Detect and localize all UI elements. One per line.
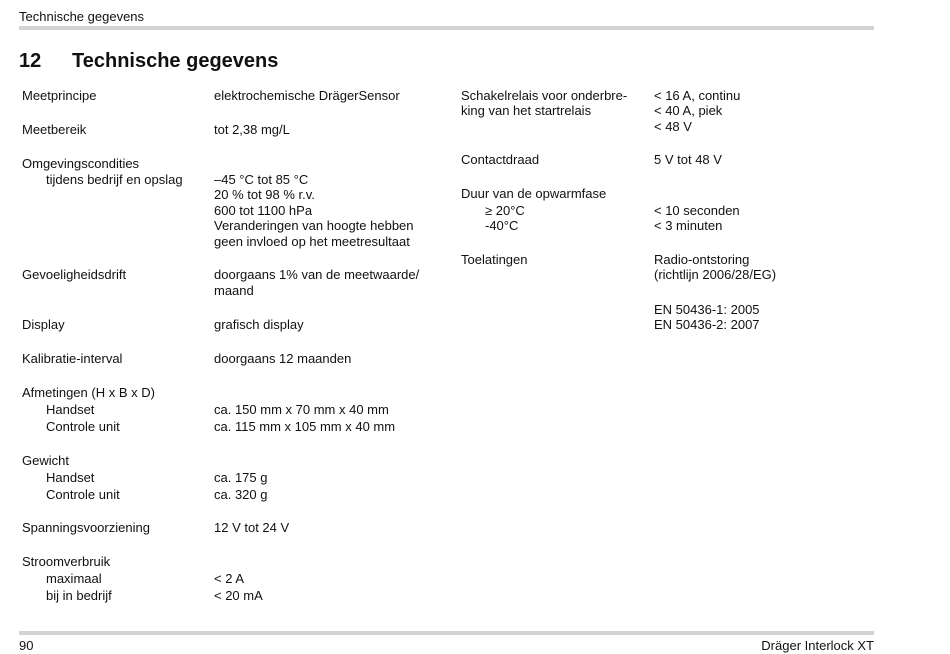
spec-value-toelatingen-1: Radio-ontstoring [654, 252, 750, 267]
spec-label-meetprincipe: Meetprincipe [22, 88, 97, 103]
spec-value-stroom-bedrijf: < 20 mA [214, 588, 263, 603]
running-header: Technische gegevens [19, 9, 145, 24]
spec-value-meetprincipe: elektrochemische DrägerSensor [214, 88, 400, 103]
spec-value-meetbereik: tot 2,38 mg/L [214, 122, 290, 137]
spec-value-display: grafisch display [214, 317, 304, 332]
spec-value-drift-1: doorgaans 1% van de meetwaarde/ [214, 267, 420, 282]
spec-value-drift-2: maand [214, 283, 254, 298]
spec-label-schakelrelais-1: Schakelrelais voor onderbre- [461, 88, 628, 103]
spec-value-contactdraad: 5 V tot 48 V [654, 152, 722, 167]
header-rule [19, 26, 874, 30]
section-number: 12 [19, 50, 42, 72]
spec-label-kalibratie: Kalibratie-interval [22, 351, 123, 366]
spec-value-kalibratie: doorgaans 12 maanden [214, 351, 352, 366]
spec-value-afmetingen-controle: ca. 115 mm x 105 mm x 40 mm [214, 419, 396, 434]
spec-sublabel-afmetingen-controle: Controle unit [46, 419, 120, 434]
spec-sublabel-afmetingen-handset: Handset [46, 402, 95, 417]
spec-value-toelatingen-2: (richtlijn 2006/28/EG) [654, 267, 777, 282]
spec-value-schakelrelais-1: < 16 A, continu [654, 88, 741, 103]
spec-label-omgeving: Omgevingscondities [22, 156, 140, 171]
spec-sublabel-opwarmfase-20: ≥ 20°C [485, 203, 525, 218]
spec-label-drift: Gevoeligheidsdrift [22, 267, 127, 282]
spec-label-schakelrelais-2: king van het startrelais [461, 103, 592, 118]
spec-value-toelatingen-4: EN 50436-2: 2007 [654, 317, 760, 332]
spec-sublabel-stroom-max: maximaal [46, 571, 102, 586]
spec-value-opwarmfase-20: < 10 seconden [654, 203, 740, 218]
spec-value-schakelrelais-3: < 48 V [654, 119, 692, 134]
spec-label-opwarmfase: Duur van de opwarmfase [461, 186, 607, 201]
spec-label-spanning: Spanningsvoorziening [22, 520, 150, 535]
spec-label-gewicht: Gewicht [22, 453, 69, 468]
section-title: Technische gegevens [72, 50, 279, 72]
spec-value-omgeving-4: Veranderingen van hoogte hebben [214, 218, 414, 233]
spec-value-gewicht-handset: ca. 175 g [214, 470, 268, 485]
spec-value-gewicht-controle: ca. 320 g [214, 487, 268, 502]
spec-value-stroom-max: < 2 A [214, 571, 244, 586]
spec-sublabel-stroom-bedrijf: bij in bedrijf [46, 588, 112, 603]
spec-label-contactdraad: Contactdraad [461, 152, 540, 167]
spec-value-afmetingen-handset: ca. 150 mm x 70 mm x 40 mm [214, 402, 389, 417]
footer-rule [19, 631, 874, 635]
page-number: 90 [19, 638, 34, 653]
product-name: Dräger Interlock XT [761, 638, 874, 653]
spec-label-toelatingen: Toelatingen [461, 252, 528, 267]
spec-value-toelatingen-3: EN 50436-1: 2005 [654, 302, 760, 317]
spec-sublabel-gewicht-handset: Handset [46, 470, 95, 485]
spec-value-omgeving-1: –45 °C tot 85 °C [214, 172, 309, 187]
spec-sublabel-opwarmfase-40: -40°C [485, 218, 519, 233]
spec-value-omgeving-5: geen invloed op het meetresultaat [214, 234, 410, 249]
spec-value-omgeving-2: 20 % tot 98 % r.v. [214, 187, 315, 202]
spec-sublabel-gewicht-controle: Controle unit [46, 487, 120, 502]
spec-label-display: Display [22, 317, 65, 332]
spec-label-meetbereik: Meetbereik [22, 122, 87, 137]
section-heading [19, 50, 278, 73]
spec-value-opwarmfase-40: < 3 minuten [654, 218, 723, 233]
spec-value-schakelrelais-2: < 40 A, piek [654, 103, 723, 118]
spec-label-stroom: Stroomverbruik [22, 554, 111, 569]
spec-sublabel-omgeving: tijdens bedrijf en opslag [46, 172, 183, 187]
spec-label-afmetingen: Afmetingen (H x B x D) [22, 385, 155, 400]
spec-value-omgeving-3: 600 tot 1100 hPa [214, 203, 313, 218]
spec-value-spanning: 12 V tot 24 V [214, 520, 290, 535]
